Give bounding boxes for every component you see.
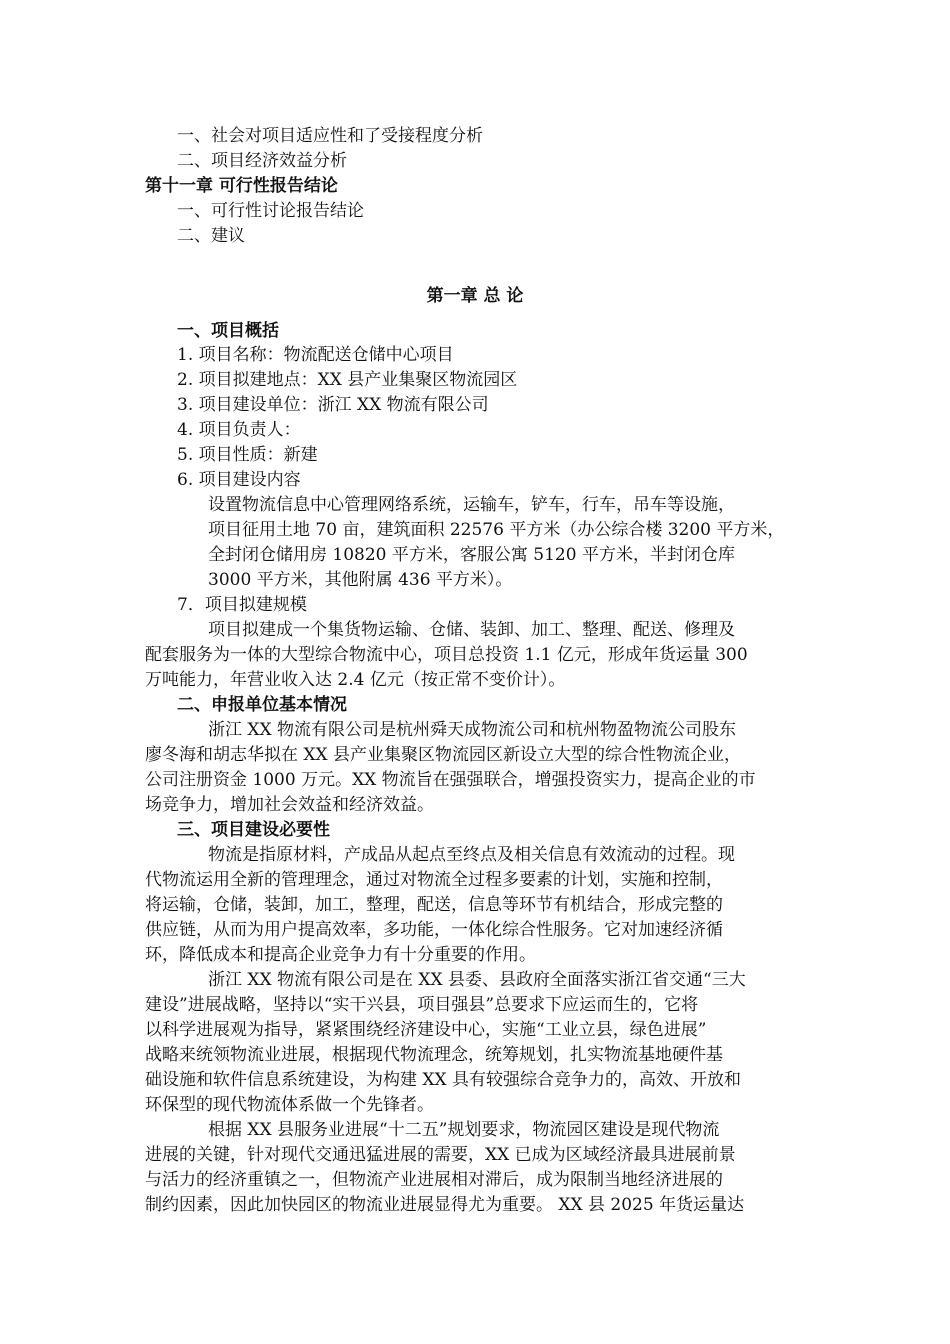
section-heading: 二、申报单位基本情况 bbox=[177, 695, 347, 715]
paragraph-line: 将运输，仓储，装卸，加工，整理，配送，信息等环节有机结合，形成完整的 bbox=[145, 895, 723, 915]
list-item: 3. 项目建设单位：浙江 XX 物流有限公司 bbox=[177, 395, 489, 415]
paragraph-line: 浙江 XX 物流有限公司是在 XX 县委、县政府全面落实浙江省交通“三大 bbox=[208, 970, 746, 990]
paragraph-line: 建设”进展战略，坚持以“实干兴县，项目强县”总要求下应运而生的，它将 bbox=[145, 995, 699, 1015]
list-item: 5. 项目性质：新建 bbox=[177, 445, 318, 465]
paragraph-line: 制约因素，因此加快园区的物流业进展显得尤为重要。 XX 县 2025 年货运量达 bbox=[145, 1195, 745, 1215]
paragraph-line: 根据 XX 县服务业进展“十二五”规划要求，物流园区建设是现代物流 bbox=[208, 1120, 720, 1140]
paragraph-line: 场竞争力，增加社会效益和经济效益。 bbox=[145, 795, 434, 815]
section-heading: 三、项目建设必要性 bbox=[177, 820, 330, 840]
paragraph-line: 以科学进展观为指导，紧紧围绕经济建设中心，实施“工业立县，绿色进展” bbox=[145, 1020, 707, 1040]
toc-item: 一、可行性讨论报告结论 bbox=[177, 201, 364, 221]
paragraph-line: 全封闭仓储用房 10820 平方米，客服公寓 5120 平方米，半封闭仓库 bbox=[208, 545, 735, 565]
paragraph-line: 代物流运用全新的管理理念，通过对物流全过程多要素的计划，实施和控制， bbox=[145, 870, 723, 890]
list-item: 7．项目拟建规模 bbox=[177, 595, 307, 615]
toc-item: 二、建议 bbox=[177, 226, 245, 246]
paragraph-line: 物流是指原材料，产成品从起点至终点及相关信息有效流动的过程。现 bbox=[208, 845, 735, 865]
paragraph-line: 设置物流信息中心管理网络系统，运输车，铲车，行车，吊车等设施， bbox=[208, 495, 735, 515]
paragraph-line: 项目拟建成一个集货物运输、仓储、装卸、加工、整理、配送、修理及 bbox=[208, 620, 735, 640]
list-item: 6. 项目建设内容 bbox=[177, 470, 301, 490]
list-item: 2. 项目拟建地点：XX 县产业集聚区物流园区 bbox=[177, 370, 518, 390]
paragraph-line: 公司注册资金 1000 万元。XX 物流旨在强强联合，增强投资实力，提高企业的市 bbox=[145, 770, 756, 790]
list-item: 4. 项目负责人： bbox=[177, 420, 301, 440]
paragraph-line: 与活力的经济重镇之一，但物流产业进展相对滞后，成为限制当地经济进展的 bbox=[145, 1170, 723, 1190]
paragraph-line: 环，降低成本和提高企业竞争力有十分重要的作用。 bbox=[145, 945, 536, 965]
toc-item: 一、社会对项目适应性和了受接程度分析 bbox=[177, 126, 483, 146]
paragraph-line: 浙江 XX 物流有限公司是杭州舜天成物流公司和杭州物盈物流公司股东 bbox=[208, 720, 737, 740]
list-item: 1. 项目名称：物流配送仓储中心项目 bbox=[177, 345, 454, 365]
toc-chapter-heading: 第十一章 可行性报告结论 bbox=[145, 176, 338, 196]
toc-item: 二、项目经济效益分析 bbox=[177, 151, 347, 171]
paragraph-line: 战略来统领物流业进展，根据现代物流理念，统筹规划，扎实物流基地硬件基 bbox=[145, 1045, 723, 1065]
chapter-title: 第一章 总 论 bbox=[426, 286, 524, 306]
paragraph-line: 础设施和软件信息系统建设，为构建 XX 具有较强综合竞争力的，高效、开放和 bbox=[145, 1070, 742, 1090]
paragraph-line: 环保型的现代物流体系做一个先锋者。 bbox=[145, 1095, 434, 1115]
paragraph-line: 廖冬海和胡志华拟在 XX 县产业集聚区物流园区新设立大型的综合性物流企业， bbox=[145, 745, 742, 765]
section-heading: 一、项目概括 bbox=[177, 321, 279, 341]
paragraph-line: 进展的关键，针对现代交通迅猛进展的需要，XX 已成为区域经济最具进展前景 bbox=[145, 1145, 736, 1165]
paragraph-line: 万吨能力，年营业收入达 2.4 亿元（按正常不变价计）。 bbox=[145, 670, 566, 690]
paragraph-line: 配套服务为一体的大型综合物流中心，项目总投资 1.1 亿元，形成年货运量 300 bbox=[145, 645, 748, 665]
paragraph-line: 3000 平方米，其他附属 436 平方米）。 bbox=[208, 570, 513, 590]
paragraph-line: 供应链，从而为用户提高效率，多功能，一体化综合性服务。它对加速经济循 bbox=[145, 920, 723, 940]
paragraph-line: 项目征用土地 70 亩，建筑面积 22576 平方米（办公综合楼 3200 平方米， bbox=[208, 520, 785, 540]
